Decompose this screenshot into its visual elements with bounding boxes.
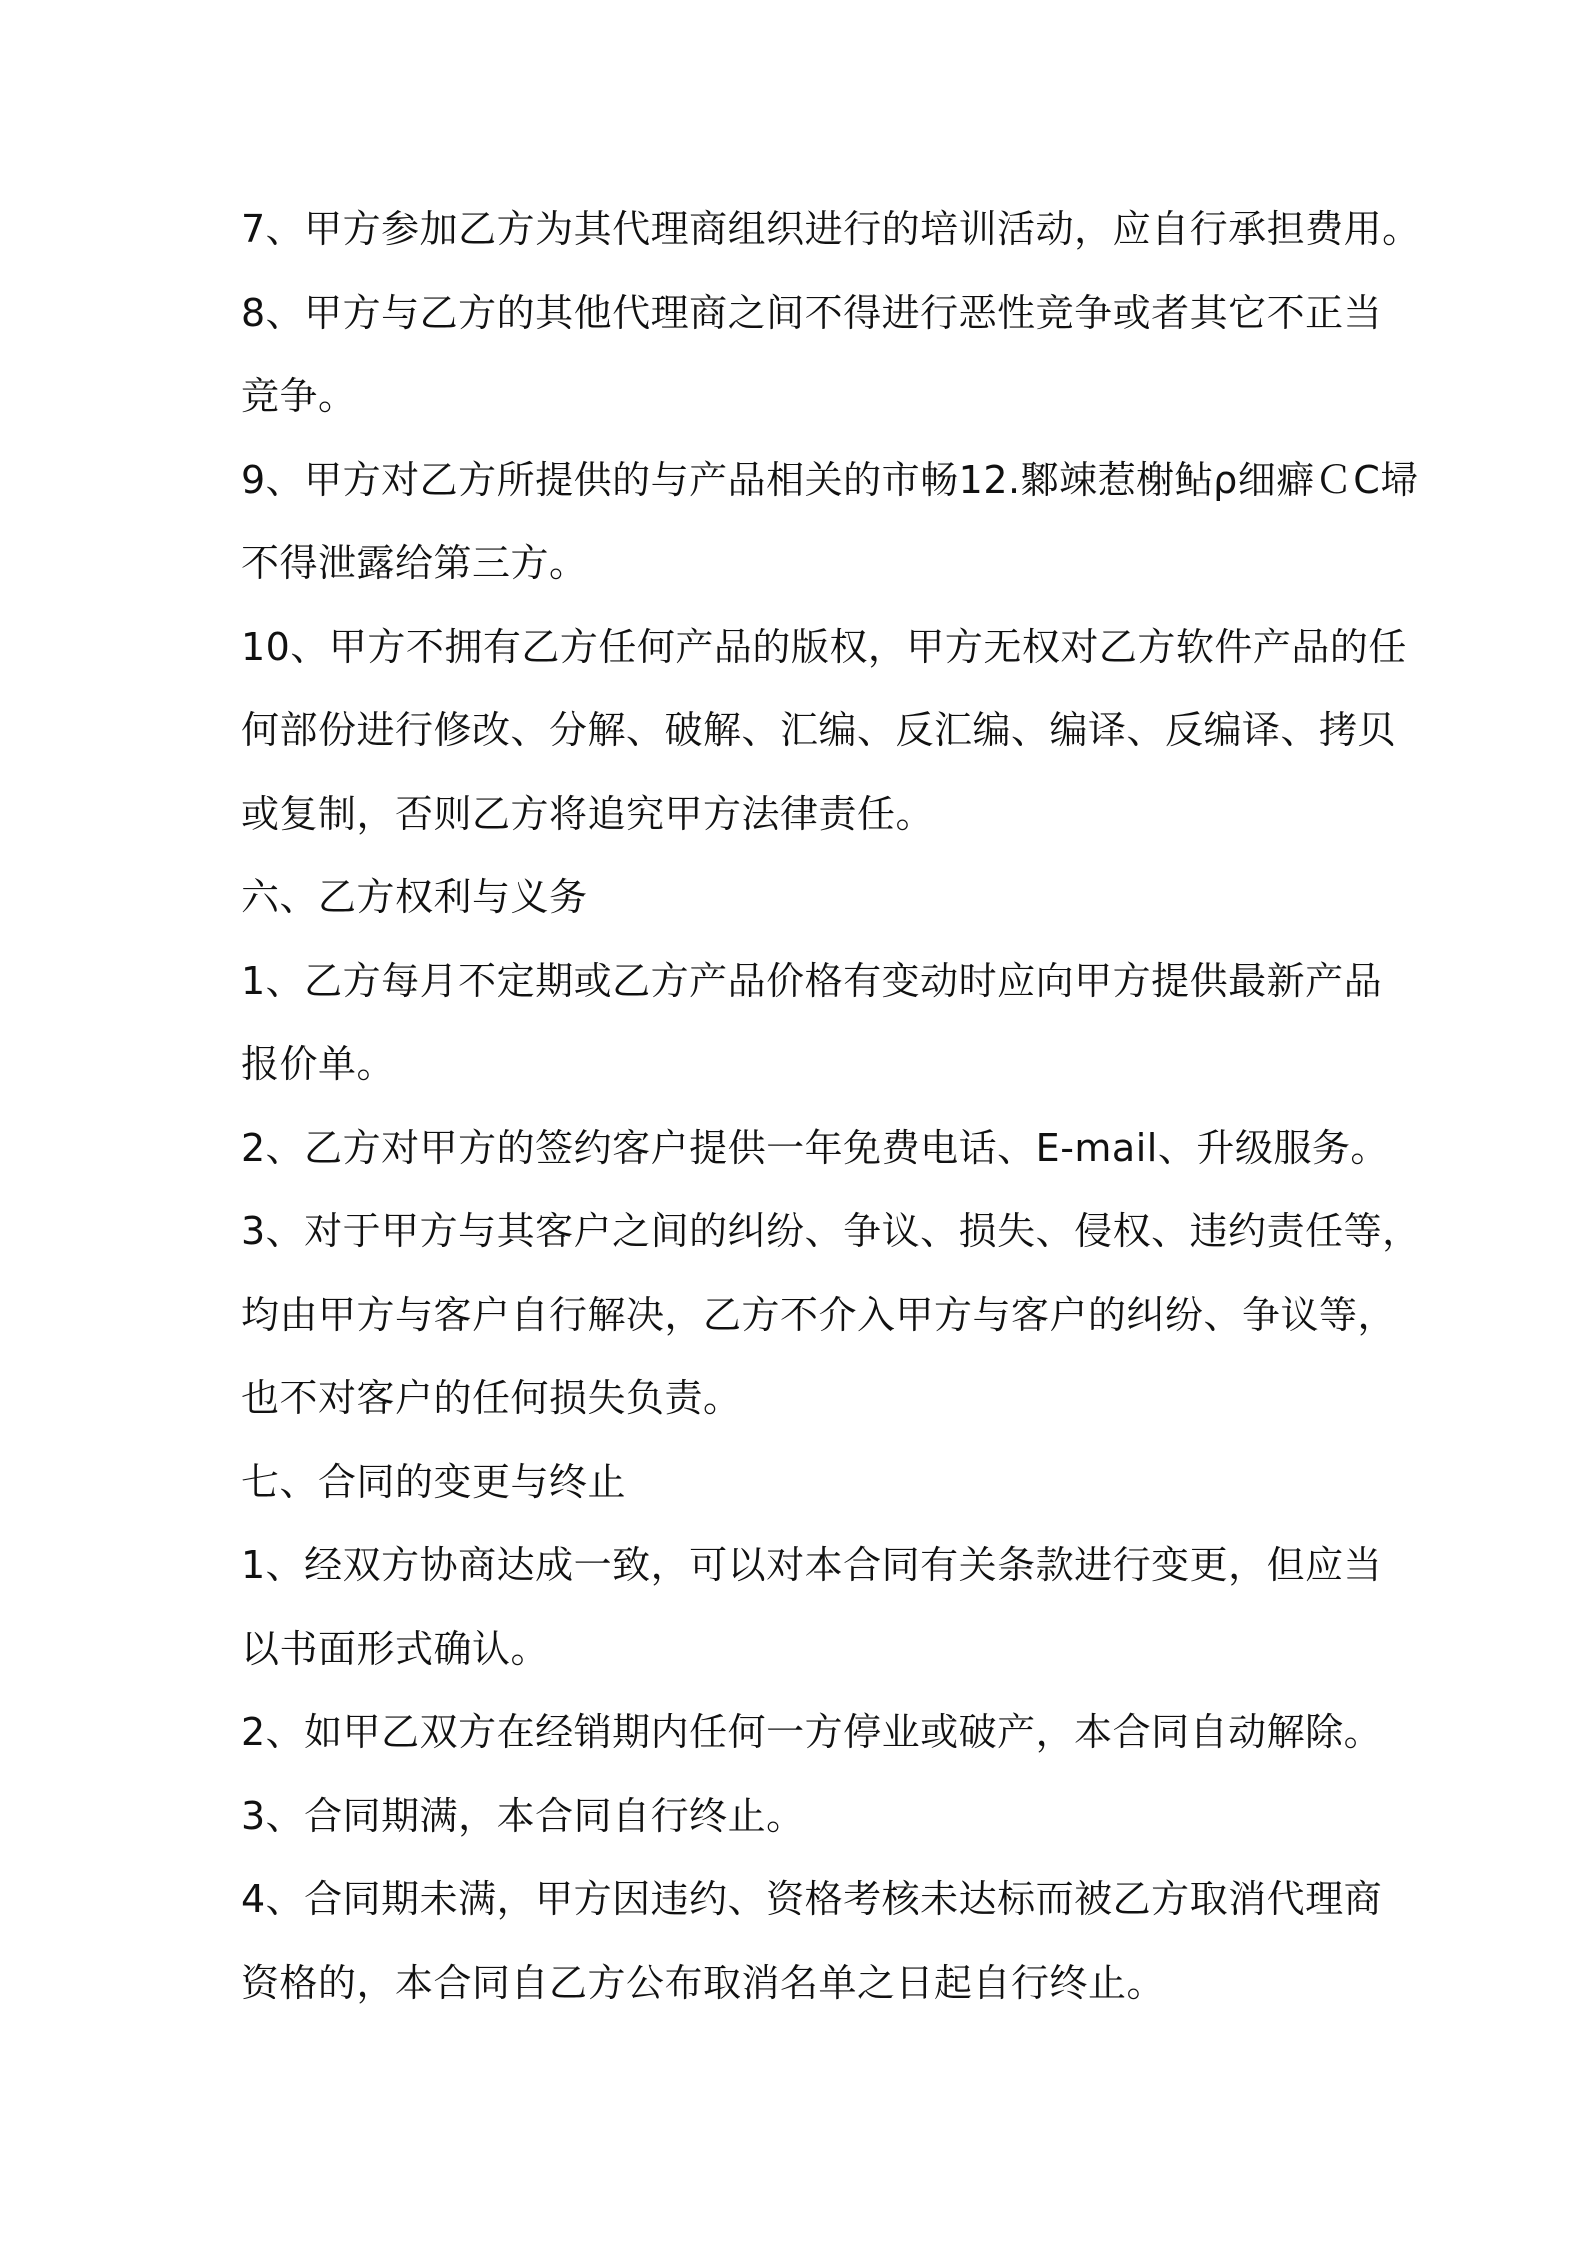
- text-line: 4、合同期未满，甲方因违约、资格考核未达标而被乙方取消代理商: [241, 1877, 1383, 1921]
- text-line: 2、如甲乙双方在经销期内任何一方停业或破产，本合同自动解除。: [241, 1710, 1383, 1754]
- text-line: 不得泄露给第三方。: [241, 541, 588, 585]
- text-line: 3、合同期满，本合同自行终止。: [241, 1793, 805, 1838]
- text-line: 也不对客户的任何损失负责。: [241, 1376, 742, 1420]
- text-line: 10、甲方不拥有乙方任何产品的版权，甲方无权对乙方软件产品的任: [241, 624, 1407, 669]
- text-line: 资格的，本合同自乙方公布取消名单之日起自行终止。: [241, 1960, 1166, 2005]
- text-line: 何部份进行修改、分解、破解、汇编、反汇编、编译、反编译、拷贝: [241, 708, 1397, 752]
- document-body: [241, 188, 1421, 2025]
- text-line: 2、乙方对甲方的签约客户提供一年免费电话、E-mail、升级服务。: [241, 1125, 1389, 1170]
- text-line: 3、对于甲方与其客户之间的纠纷、争议、损失、侵权、违约责任等，: [241, 1209, 1421, 1253]
- text-line: 竞争。: [241, 374, 357, 418]
- text-line: 7、甲方参加乙方为其代理商组织进行的培训活动，应自行承担费用。: [241, 207, 1421, 251]
- text-line: 或复制，否则乙方将追究甲方法律责任。: [241, 791, 935, 836]
- text-line: 8、甲方与乙方的其他代理商之间不得进行恶性竞争或者其它不正当: [241, 290, 1383, 335]
- text-line: 报价单。: [241, 1042, 396, 1086]
- text-line: 9、甲方对乙方所提供的与产品相关的市畅12.鄹竦惹榭鲇ρ细癖ＣC埽: [241, 457, 1419, 502]
- text-line: 以书面形式确认。: [241, 1626, 550, 1671]
- section-heading: 七、合同的变更与终止: [241, 1459, 627, 1504]
- text-line: 1、乙方每月不定期或乙方产品价格有变动时应向甲方提供最新产品: [241, 958, 1383, 1003]
- text-line: 均由甲方与客户自行解决，乙方不介入甲方与客户的纠纷、争议等，: [241, 1292, 1397, 1337]
- text-line: 1、经双方协商达成一致，可以对本合同有关条款进行变更，但应当: [241, 1543, 1383, 1587]
- section-heading: 六、乙方权利与义务: [241, 875, 588, 919]
